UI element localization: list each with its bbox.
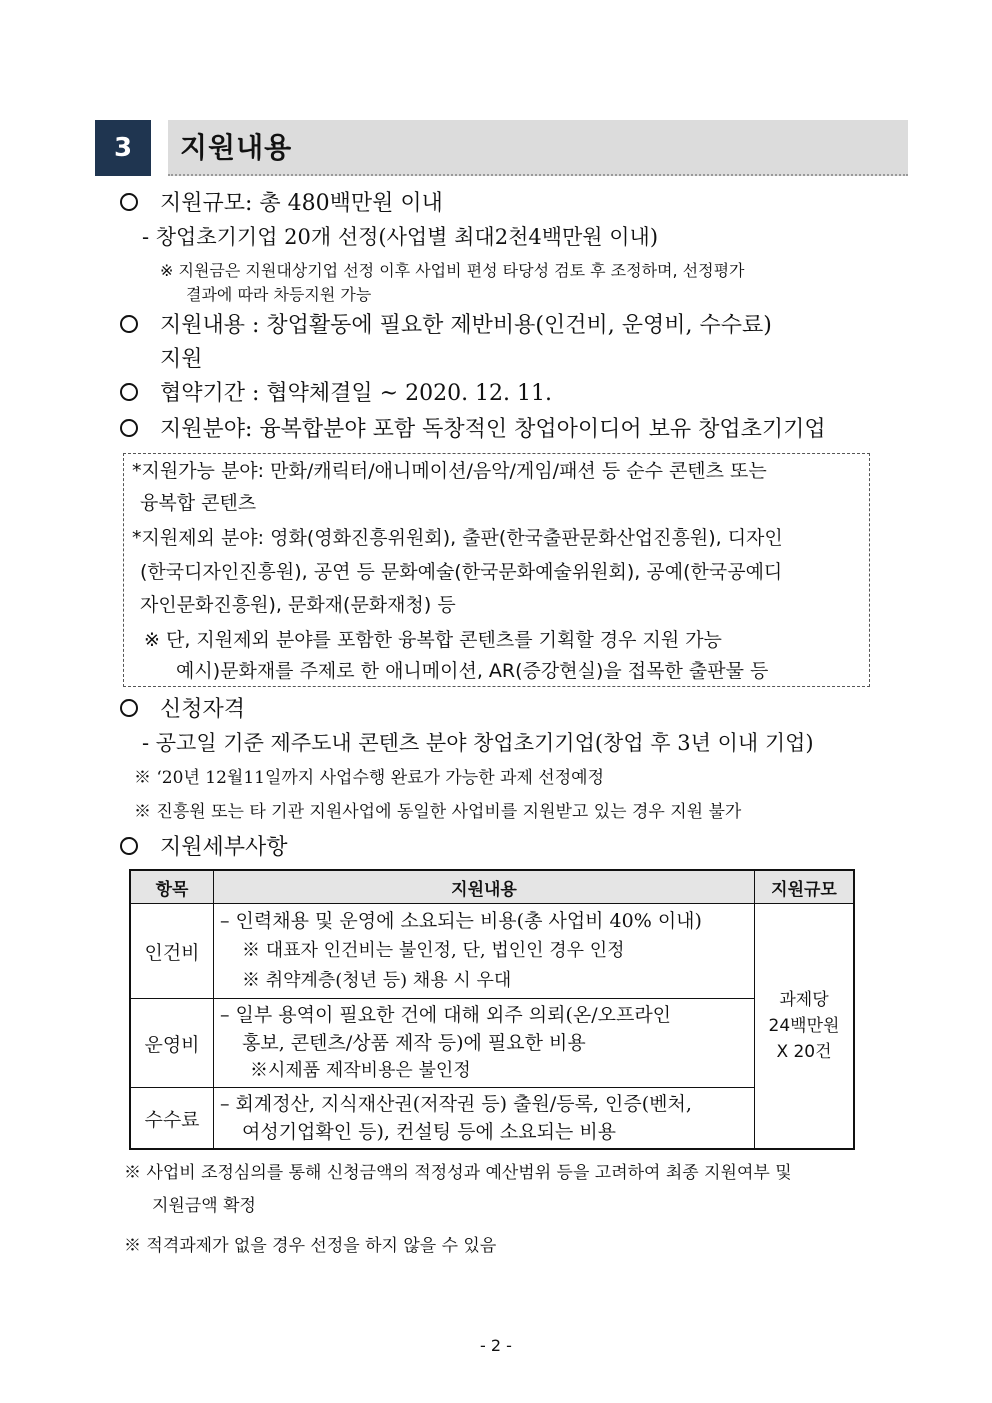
section-number: 3 [95,120,151,176]
table-row [130,1088,854,1150]
box-line-4: (한국디자인진흥원), 공연 등 문화예술(한국문화예술위원회), 공예(한국공예디 [140,561,783,583]
bullet-field [120,412,826,443]
row-content [214,999,755,1088]
table-row [130,999,854,1088]
header-content: 지원내용 [214,870,755,904]
circle-bullet-icon [120,383,138,401]
bullet-content [120,308,772,339]
scale-text: 지원규모: 총 480백만원 이내 [160,191,443,216]
circle-bullet-icon [120,419,138,437]
content-line: – 회계정산, 지식재산권(저작권 등) 출원/등록, 인증(벤처, [220,1093,692,1115]
content-line: ※시제품 제작비용은 불인정 [250,1060,471,1081]
scale-line: 과제당 [779,990,829,1010]
scale-sub: - 창업초기기업 20개 선정(사업별 최대2천4백만원 이내) [142,225,659,249]
box-line-6: ※ 단, 지원제외 분야를 포함한 융복합 콘텐츠를 기획할 경우 지원 가능 [144,629,722,651]
box-line-7: 예시)문화재를 주제로 한 애니메이션, AR(증강현실)을 접목한 출판물 등 [176,660,769,682]
row-item: 운영비 [130,999,214,1088]
circle-bullet-icon [120,315,138,333]
content-line: – 인력채용 및 운영에 소요되는 비용(총 사업비 40% 이내) [220,910,702,932]
box-line-2: 융복합 콘텐츠 [140,492,257,514]
bullet-details [120,830,288,861]
content-text-2: 지원 [160,347,203,372]
circle-bullet-icon [120,837,138,855]
box-line-1: *지원가능 분야: 만화/캐릭터/애니메이션/음악/게임/패션 등 순수 콘텐츠 또는 [132,460,767,482]
header-item: 항목 [130,870,214,904]
eligibility-title: 신청자격 [160,697,246,722]
box-line-5: 자인문화진흥원), 문화재(문화재청) 등 [140,594,456,616]
content-line: 여성기업확인 등), 컨설팅 등에 소요되는 비용 [242,1121,617,1143]
content-text: 지원내용 : 창업활동에 필요한 제반비용(인건비, 운영비, 수수료) [160,313,772,338]
page-number: - 2 - [480,1336,512,1355]
support-scale [755,904,855,1150]
bullet-scale [120,186,443,217]
eligibility-sub: - 공고일 기준 제주도내 콘텐츠 분야 창업초기기업(창업 후 3년 이내 기업) [142,731,814,755]
circle-bullet-icon [120,193,138,211]
period-text: 협약기간 : 협약체결일 ~ 2020. 12. 11. [160,381,553,406]
header-scale: 지원규모 [755,870,855,904]
support-table [129,869,855,1150]
scale-line: 24백만원 [768,1016,840,1036]
row-item: 수수료 [130,1088,214,1150]
box-line-3: *지원제외 분야: 영화(영화진흥위원회), 출판(한국출판문화산업진흥원), 디자인 [132,527,783,549]
footnote-1b: 지원금액 확정 [152,1196,256,1216]
footnote-2: ※ 적격과제가 없을 경우 선정을 하지 않을 수 있음 [124,1236,497,1256]
bullet-eligibility [120,692,245,723]
table-row [130,904,854,999]
scale-note-1: ※ 지원금은 지원대상기업 선정 이후 사업비 편성 타당성 검토 후 조정하며, 선정평가 [160,261,745,280]
row-item: 인건비 [130,904,214,999]
field-text: 지원분야: 융복합분야 포함 독창적인 창업아이디어 보유 창업초기기업 [160,417,826,442]
table-header-row [130,870,854,904]
footnote-1a: ※ 사업비 조정심의를 통해 신청금액의 적정성과 예산범위 등을 고려하여 최종 지원여부 및 [124,1163,792,1183]
content-line: 홍보, 콘텐츠/상품 제작 등)에 필요한 비용 [242,1032,586,1054]
row-content [214,904,755,999]
content-line: ※ 취약계층(청년 등) 채용 시 우대 [242,970,512,991]
row-content [214,1088,755,1150]
eligibility-note-1: ※ ‘20년 12월11일까지 사업수행 완료가 가능한 과제 선정예정 [134,768,604,788]
bullet-period [120,376,552,407]
content-line: – 일부 용역이 필요한 건에 대해 외주 의뢰(온/오프라인 [220,1004,672,1026]
scale-line: X 20건 [776,1042,832,1062]
circle-bullet-icon [120,699,138,717]
scale-note-2: 결과에 따라 차등지원 가능 [186,285,372,304]
section-title: 지원내용 [180,131,293,164]
eligibility-note-2: ※ 진흥원 또는 타 기관 지원사업에 동일한 사업비를 지원받고 있는 경우 지원 불가 [134,802,742,822]
content-line: ※ 대표자 인건비는 불인정, 단, 법인인 경우 인정 [242,940,625,961]
details-title: 지원세부사항 [160,835,288,860]
